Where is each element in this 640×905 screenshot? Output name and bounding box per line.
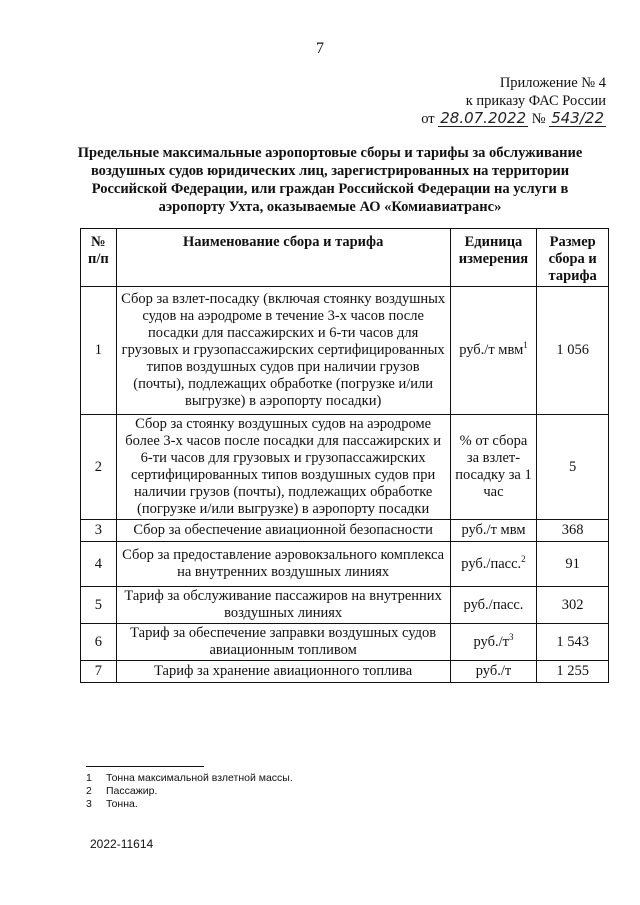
document-code: 2022-11614 — [90, 837, 154, 851]
footnote-text: Тонна. — [106, 798, 138, 810]
footnote — [86, 785, 293, 798]
row-number: 1 — [81, 287, 117, 415]
document-title: Предельные максимальные аэропортовые сборы и тарифы за обслуживание воздушных судов юридических лиц, зарегистрированных на территории Российской Федерации, или граждан Российской Федерации на услуги в аэропорту Ухта, оказываемые АО «Комиавиатранс» — [77, 145, 583, 215]
footnote-reference: 1 — [523, 340, 528, 351]
header-number: № п/п — [81, 229, 117, 287]
footnote-reference: 3 — [508, 631, 514, 642]
row-number: 2 — [81, 415, 117, 520]
row-unit — [450, 287, 537, 415]
row-name: Тариф за хранение авиационного топлива — [116, 661, 450, 683]
appendix-block — [421, 74, 606, 128]
unit-text: руб./пасс. — [461, 555, 522, 572]
row-value: 91 — [537, 542, 609, 587]
page-number: 7 — [316, 40, 324, 57]
footnote-mark: 2 — [86, 785, 92, 797]
row-unit — [450, 587, 537, 624]
footnote-text: Тонна максимальной взлетной массы. — [106, 772, 293, 784]
row-unit — [450, 542, 537, 587]
footnote-text: Пассажир. — [106, 785, 158, 797]
header-unit: Единица измерения — [450, 229, 537, 287]
footnotes — [86, 772, 293, 811]
footnote-separator — [86, 766, 204, 767]
unit-text: % от сбора за взлет-посадку за 1 час — [455, 433, 532, 500]
table-row — [81, 520, 609, 542]
unit-text: руб./т мвм — [461, 522, 526, 538]
row-unit — [450, 661, 537, 683]
row-number: 5 — [81, 587, 117, 624]
appendix-date-line — [421, 110, 606, 128]
unit-text: руб./т мвм — [459, 342, 524, 358]
row-name: Сбор за взлет-посадку (включая стоянку воздушных судов на аэродроме в течение 3-х часов после посадки для пассажирских и 6-ти часов для грузовых и грузопассажирских сертифицированных типов воздушных судов при наличии грузов (почты), подлежащих обработке (погрузке и/или выгрузке) в аэропорту посадки) — [116, 287, 450, 415]
footnote-reference: 2 — [521, 553, 526, 564]
row-value: 368 — [537, 520, 609, 542]
row-value: 1 056 — [537, 287, 609, 415]
table-row — [81, 542, 609, 587]
row-unit — [450, 624, 537, 661]
table-row — [81, 287, 609, 415]
table-row — [81, 624, 609, 661]
from-label: от — [421, 111, 435, 127]
row-value: 1 255 — [537, 661, 609, 683]
row-value: 1 543 — [537, 624, 609, 661]
row-value: 5 — [537, 415, 609, 520]
tariffs-table — [80, 228, 609, 683]
row-number: 7 — [81, 661, 117, 683]
row-unit — [450, 415, 537, 520]
unit-text: руб./т — [473, 633, 509, 650]
row-value: 302 — [537, 587, 609, 624]
footnote-mark: 1 — [86, 772, 92, 784]
handwritten-order-number: 543/22 — [551, 109, 604, 127]
row-name: Тариф за обслуживание пассажиров на внутренних воздушных линиях — [116, 587, 450, 624]
appendix-line-1: Приложение № 4 — [499, 75, 606, 91]
footnote — [86, 772, 293, 785]
row-number: 3 — [81, 520, 117, 542]
footnote-mark: 3 — [86, 798, 92, 810]
row-name: Сбор за стоянку воздушных судов на аэродроме более 3-х часов после посадки для пассажирских и 6-ти часов для грузовых и грузопассажирских сертифицированных типов воздушных судов при наличии грузов (почты), подлежащих обработке (погрузке и/или выгрузке) в аэропорту посадки — [116, 415, 450, 520]
unit-text: руб./т — [475, 663, 512, 679]
table-row — [81, 587, 609, 624]
number-label: № — [531, 111, 546, 127]
row-unit — [450, 520, 537, 542]
header-size: Размер сбора и тарифа — [537, 229, 609, 287]
row-name: Сбор за обеспечение авиационной безопасности — [116, 520, 450, 542]
row-name: Тариф за обеспечение заправки воздушных судов авиационным топливом — [116, 624, 450, 661]
row-number: 4 — [81, 542, 117, 587]
unit-text: руб./пасс. — [463, 596, 524, 613]
table-row — [81, 661, 609, 683]
appendix-line-2: к приказу ФАС России — [465, 93, 606, 109]
table-row — [81, 415, 609, 520]
row-name: Сбор за предоставление аэровокзального комплекса на внутренних воздушных линиях — [116, 542, 450, 587]
handwritten-date: 28.07.2022 — [440, 109, 527, 127]
footnote — [86, 798, 293, 811]
table-header-row — [81, 229, 609, 287]
header-name: Наименование сбора и тарифа — [116, 229, 450, 287]
row-number: 6 — [81, 624, 117, 661]
